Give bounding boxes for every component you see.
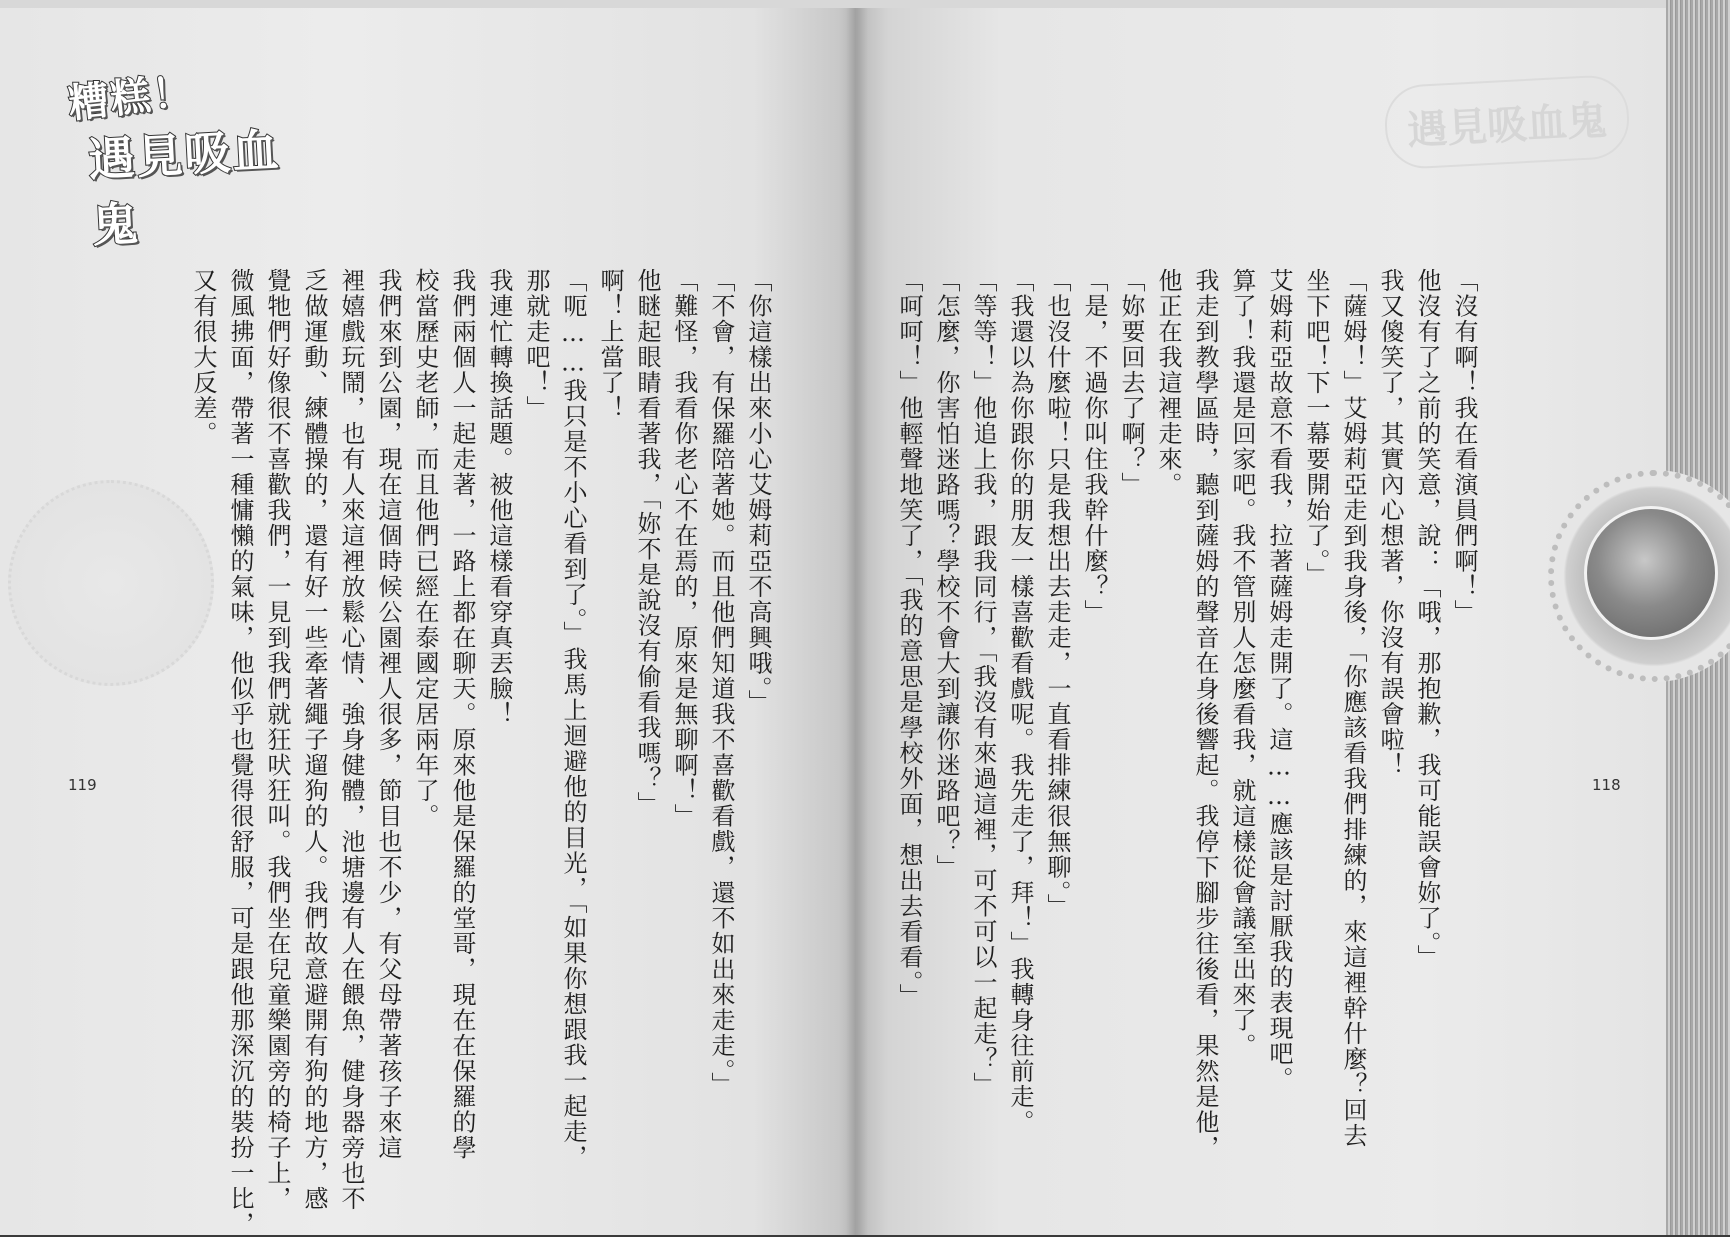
logo-line-2: 遇見吸血鬼 — [87, 122, 282, 253]
page-number-left: 119 — [68, 776, 97, 794]
book-logo — [62, 66, 312, 253]
text-line: 「呵呵！」他輕聲地笑了，「我的意思是學校外面，想出去看看。」 — [895, 268, 923, 1009]
text-line: 「薩姆！」艾姆莉亞走到我身後，「你應該看我們排練的，來這裡幹什麼？回去 — [1339, 268, 1367, 1149]
faint-lace-circle — [8, 480, 214, 686]
text-line: 他瞇起眼睛看著我，「妳不是說沒有偷看我嗎？」 — [633, 268, 661, 817]
text-line: 微風拂面，帶著一種慵懶的氣味，他似乎也覺得很舒服，可是跟他那深沉的裝扮一比， — [226, 268, 254, 1237]
text-line: 我又傻笑了，其實內心想著，你沒有誤會啦！ — [1376, 268, 1404, 778]
text-line: 他正在我這裡走來。 — [1154, 268, 1182, 498]
text-line: 坐下吧！下一幕要開始了。」 — [1302, 268, 1330, 588]
text-line: 裡嬉戲玩鬧，也有人來這裡放鬆心情、強身健體，池塘邊有人在餵魚，健身器旁也不 — [337, 268, 365, 1212]
text-line: 我們來到公園，現在這個時候公園裡人很多，節目也不少，有父母帶著孩子來這 — [374, 268, 402, 1161]
text-line: 我們兩個人一起走著，一路上都在聊天。原來他是保羅的堂哥，現在在保羅的學 — [448, 268, 476, 1161]
text-line: 算了！我還是回家吧。我不管別人怎麼看我，就這樣從會議室出來了。 — [1228, 268, 1256, 1059]
text-line: 啊！上當了！ — [596, 268, 624, 421]
text-line: 覺牠們好像很不喜歡我們，一見到我們就狂吠狂叫。我們坐在兒童樂園旁的椅子上， — [263, 268, 291, 1212]
text-line: 「我還以為你跟你的朋友一樣喜歡看戲呢。我先走了，拜！」我轉身往前走。 — [1006, 268, 1034, 1135]
text-line: 「呃……我只是不小心看到了。」我馬上迴避他的目光，「如果你想跟我一起走， — [559, 268, 587, 1170]
text-line: 那就走吧！」 — [522, 268, 550, 421]
text-line: 「也沒什麼啦！只是我想出去走走，一直看排練很無聊。」 — [1043, 268, 1071, 919]
faint-logo: 遇見吸血鬼 — [1383, 74, 1631, 171]
text-line: 乏做運動、練體操的，還有好一些牽著繩子遛狗的人。我們故意避開有狗的地方，感 — [300, 268, 328, 1212]
logo-line-1: 糟糕！ — [66, 68, 197, 128]
text-line: 「怎麼，你害怕迷路嗎？學校不會大到讓你迷路吧？」 — [932, 268, 960, 880]
text-line: 又有很大反差。 — [189, 268, 217, 447]
text-line: 「你這樣出來小心艾姆莉亞不高興哦。」 — [744, 268, 772, 715]
text-line: 校當歷史老師，而且他們已經在泰國定居兩年了。 — [411, 268, 439, 829]
text-line: 「妳要回去了啊？」 — [1117, 268, 1145, 498]
text-line: 他沒有了之前的笑意，說：「哦，那抱歉，我可能誤會妳了。」 — [1413, 268, 1441, 970]
text-line: 「是，不過你叫住我幹什麼？」 — [1080, 268, 1108, 625]
text-line: 艾姆莉亞故意不看我，拉著薩姆走開了。這……應該是討厭我的表現吧。 — [1265, 268, 1293, 1092]
text-line: 「不會，有保羅陪著她。而且他們知道我不喜歡看戲，還不如出來走走。」 — [707, 268, 735, 1098]
text-line: 「難怪，我看你老心不在焉的，原來是無聊啊！」 — [670, 268, 698, 829]
book-gutter — [846, 8, 868, 1235]
text-line: 我走到教學區時，聽到薩姆的聲音在身後響起。我停下腳步往後看，果然是他， — [1191, 268, 1219, 1161]
text-line: 「沒有啊！我在看演員們啊！」 — [1450, 268, 1478, 625]
text-line: 我連忙轉換話題。被他這樣看穿真丟臉！ — [485, 268, 513, 727]
text-line: 「等等！」他追上我，跟我同行，「我沒有來過這裡，可不可以一起走？」 — [969, 268, 997, 1098]
character-portrait-icon — [1584, 506, 1718, 640]
page-number-right: 118 — [1592, 776, 1621, 794]
